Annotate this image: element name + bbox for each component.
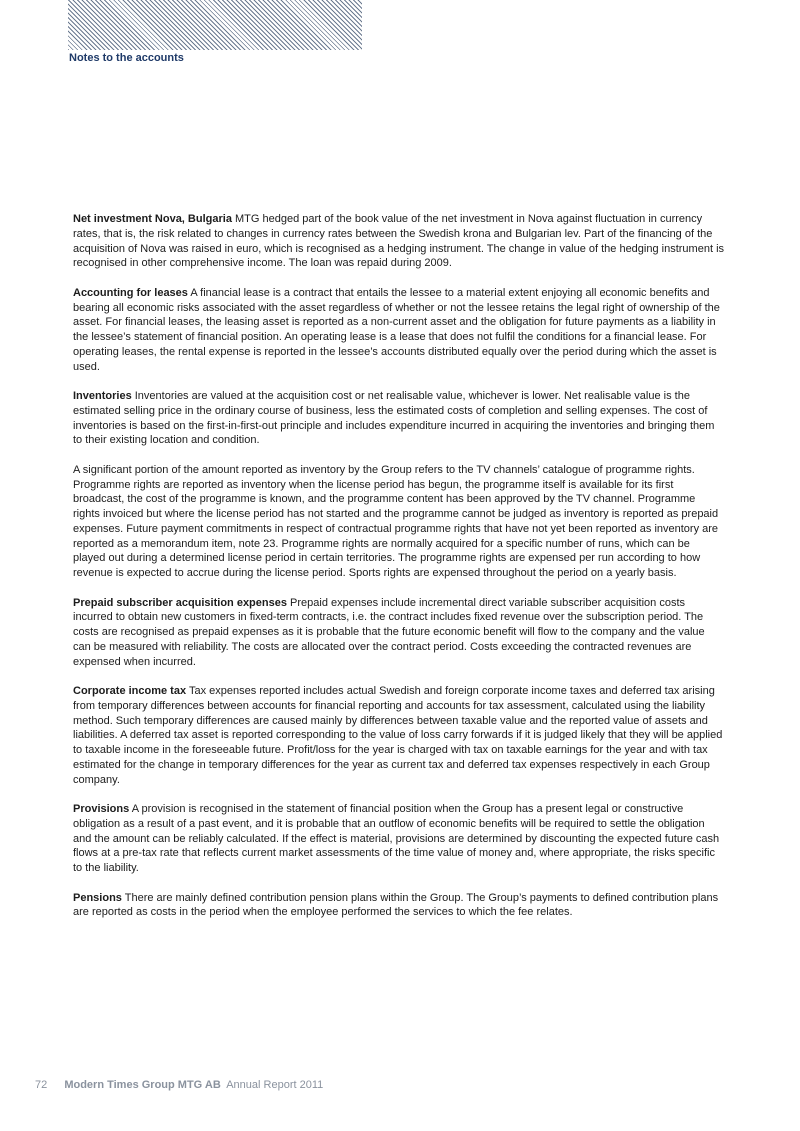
paragraph-text: There are mainly defined contribution pension plans within the Group. The Group’s payments to defined contribution plans are reported as costs in the period when the employee performed the services to which the fee relates. [73, 891, 719, 919]
paragraph-pensions [73, 891, 725, 921]
paragraph-heading: Accounting for leases [73, 286, 188, 299]
paragraph-text: Inventories are valued at the acquisition cost or net realisable value, whichever is lower. Net realisable value is the estimated selling price in the ordinary course of business, less the estimated costs of completion and selling expenses. The cost of inventories is based on the first-in-first-out principle and includes expenditure incurred in acquiring the inventories and bringing them to their existing location and condition. [73, 390, 715, 447]
paragraph-heading: Inventories [73, 390, 132, 402]
paragraph-heading: Provisions [73, 803, 130, 815]
paragraph-text: MTG hedged part of the book value of the net investment in Nova against fluctuation in currency rates, that is, the risk related to changes in currency rates between the Swedish krona and Bulgarian lev. Part of the financing of the acquisition of Nova was raised in euro, which is recognised as a hedging instrument. The change in value of the hedging instrument is recognised in other comprehensive income. The loan was repaid during 2009. [73, 213, 725, 270]
paragraph-corporate-income-tax [73, 684, 725, 787]
paragraph-accounting-for-leases [73, 286, 725, 375]
notes-body [73, 212, 725, 935]
paragraph-heading: Net investment Nova, Bulgaria [73, 213, 232, 225]
paragraph-text: A provision is recognised in the statement of financial position when the Group has a present legal or constructive obligation as a result of a past event, and it is probable that an outflow of economic benefits will be required to settle the obligation and the amount can be reliably calculated. If the effect is material, provisions are determined by discounting the expected future cash flows at a pre-tax rate that reflects current market assessments of the time value of money and, where appropriate, the risks specific to the liability. [73, 803, 720, 874]
section-title: Notes to the accounts [69, 52, 184, 64]
page-footer [35, 1079, 323, 1091]
paragraph-text: A financial lease is a contract that entails the lessee to a material extent enjoying all economic benefits and bearing all economic risks associated with the asset regardless of whether or not the lessee retains the legal right of ownership of the asset. For financial leases, the leasing asset is reported as a non-current asset and the obligation for future payments as a liability in the lessee’s statement of financial position. An operating lease is a lease that does not fulfil the conditions for a financial lease. For operating leases, the rental expense is reported in the lessee’s accounts distributed equally over the period during which the asset is used. [73, 286, 720, 373]
paragraph-text: Prepaid expenses include incremental direct variable subscriber acquisition costs incurred to obtain new customers in fixed-term contracts, i.e. the contract includes fixed revenue over the subscription period. The costs are recognised as prepaid expenses as it is probable that the future economic benefit will flow to the company and the value can be measured with reliability. The costs are allocated over the contract period. Costs exceeding the contracted revenues are expensed when incurred. [73, 596, 705, 668]
paragraph-inventories [73, 389, 725, 448]
company-name: Modern Times Group MTG AB [64, 1079, 221, 1091]
paragraph-heading: Corporate income tax [73, 685, 187, 697]
paragraph-text: A significant portion of the amount reported as inventory by the Group refers to the TV channels’ catalogue of programme rights. Programme rights are reported as inventory when the license period has begun, the programme itself is available for its first broadcast, the cost of the programme is known, and the programme content has been approved by the TV channel. Programme rights invoiced but where the license period has not started and the programme cannot be judged as inventory is reported as prepaid expenses. Future payment commitments in respect of contractual programme rights that have not yet been reported as inventory are reported as a memorandum item, note 23. Programme rights are normally acquired for a specific number of runs, which can be played out during a determined license period in certain territories. The programme rights are expensed per run according to how revenue is expected to accrue during the license period. Sports rights are expensed throughout the period on a yearly basis. [73, 463, 719, 579]
report-title: Annual Report 2011 [226, 1079, 324, 1091]
paragraph-programme-rights [73, 463, 725, 581]
header-hatch-pattern [68, 0, 362, 50]
paragraph-text: Tax expenses reported includes actual Swedish and foreign corporate income taxes and deferred tax arising from temporary differences between accounts for financial reporting and accounts for tax assessment, calculated using the liability method. Such temporary differences are caused mainly by differences between taxable value and the reported value of assets and liabilities. A deferred tax asset is reported corresponding to the value of loss carry forwards if it is judged likely that they will be applied to taxable income in the foreseeable future. Profit/loss for the year is charged with tax on taxable earnings for the year and with tax estimated for the change in temporary differences for the year as current tax and deferred tax expenses respectively in each Group company. [73, 685, 723, 786]
paragraph-prepaid-subscriber [73, 596, 725, 670]
paragraph-provisions [73, 802, 725, 876]
page-number: 72 [35, 1079, 48, 1091]
paragraph-heading: Prepaid subscriber acquisition expenses [73, 596, 287, 609]
paragraph-heading: Pensions [73, 891, 122, 904]
paragraph-net-investment-nova [73, 212, 725, 271]
